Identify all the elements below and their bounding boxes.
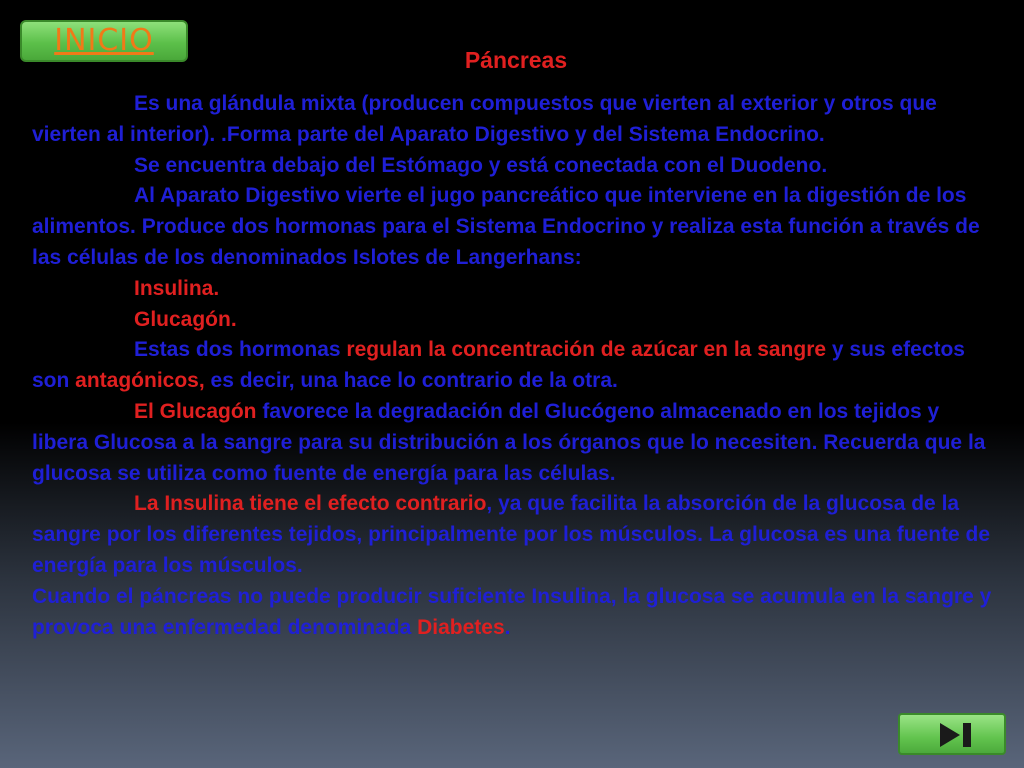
paragraph-regulation bbox=[32, 335, 994, 397]
highlight-antagonicos: antagónicos, bbox=[75, 369, 205, 393]
paragraph-insulina bbox=[32, 489, 994, 581]
highlight-regulation: regulan la concentración de azúcar en la sangre bbox=[346, 338, 827, 362]
paragraph-definition: Es una glándula mixta (producen compuestos que vierten al exterior y otros que vierten al interior). .Forma parte del Aparato Digestivo y del Sistema Endocrino. bbox=[32, 92, 937, 146]
slide-body bbox=[32, 89, 994, 643]
text-segment: , ya que facilita la absorción de la glucosa de la sangre por los diferentes tejidos, principalmente por los músculos. La glucosa es una fuente de energía para los músculos. bbox=[32, 492, 991, 577]
highlight-glucagon: El Glucagón bbox=[134, 399, 257, 423]
text-segment: . bbox=[504, 615, 511, 639]
highlight-diabetes: Diabetes bbox=[417, 615, 505, 639]
text-segment: Estas dos hormonas bbox=[134, 338, 347, 362]
paragraph-glucagon bbox=[32, 397, 994, 489]
hormone-insulina: Insulina. bbox=[134, 276, 220, 300]
paragraph-function: Al Aparato Digestivo vierte el jugo pancreático que interviene en la digestión de los alimentos. Produce dos hormonas para el Sistema Endocrino y realiza esta función a través de las células de los denominados Islotes de Langerhans: bbox=[32, 184, 980, 269]
paragraph-diabetes bbox=[32, 582, 994, 644]
inicio-label: INICIO bbox=[54, 23, 154, 58]
hormone-glucagon: Glucagón. bbox=[134, 307, 237, 331]
text-segment: Cuando el páncreas no puede producir suficiente Insulina, la glucosa se acumula en la sangre y provoca una enfermedad denominada bbox=[32, 584, 992, 639]
highlight-insulina: La Insulina tiene el efecto contrario bbox=[134, 492, 487, 516]
paragraph-location: Se encuentra debajo del Estómago y está conectada con el Duodeno. bbox=[134, 153, 828, 177]
skip-forward-icon bbox=[938, 721, 974, 749]
text-segment: y sus efectos son bbox=[32, 338, 965, 393]
page-title: Páncreas bbox=[464, 47, 568, 73]
text-segment: favorece la degradación del Glucógeno almacenado en los tejidos y libera Glucosa a la sangre para su distribución a los órganos que lo necesiten. Recuerda que la glucosa se utiliza como fuente de energía para las células. bbox=[32, 399, 986, 485]
text-segment: es decir, una hace lo contrario de la otra. bbox=[204, 369, 618, 393]
next-slide-button[interactable] bbox=[898, 713, 1006, 755]
